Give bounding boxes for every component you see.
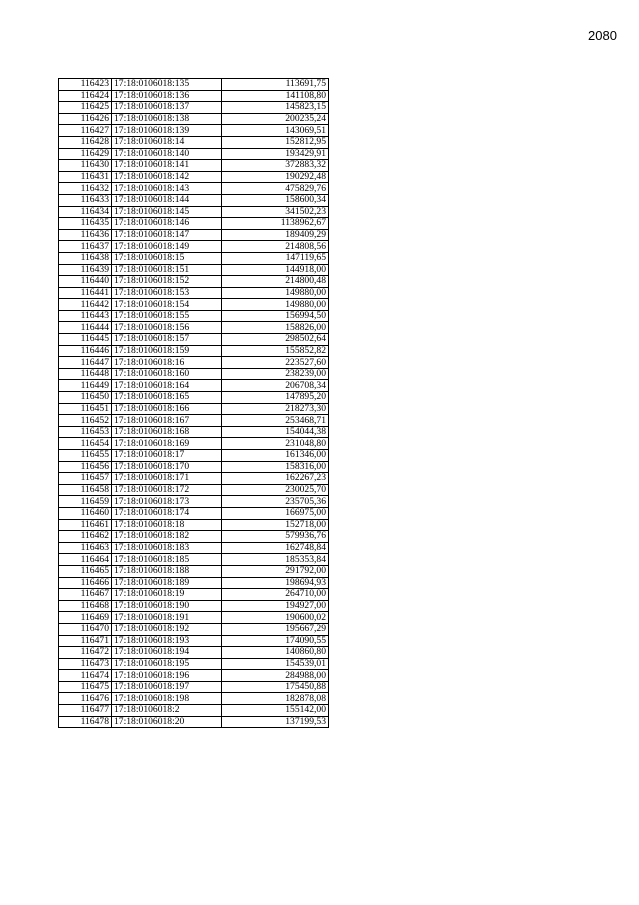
page-number: 2080: [588, 28, 617, 43]
row-number: 116427: [59, 125, 112, 137]
row-number: 116438: [59, 252, 112, 264]
table-row: [59, 670, 329, 682]
row-number: 116447: [59, 357, 112, 369]
cadastral-value: 214800,48: [222, 276, 329, 288]
table-row: [59, 693, 329, 705]
cadastral-number: 17:18:0106018:149: [112, 241, 222, 253]
cadastral-number: 17:18:0106018:145: [112, 206, 222, 218]
cadastral-number: 17:18:0106018:189: [112, 577, 222, 589]
cadastral-number: 17:18:0106018:14: [112, 136, 222, 148]
cadastral-number: 17:18:0106018:164: [112, 380, 222, 392]
row-number: 116435: [59, 218, 112, 230]
table-row: [59, 229, 329, 241]
row-number: 116453: [59, 426, 112, 438]
table-row: [59, 531, 329, 543]
row-number: 116464: [59, 554, 112, 566]
table-row: [59, 450, 329, 462]
row-number: 116434: [59, 206, 112, 218]
cadastral-number: 17:18:0106018:165: [112, 392, 222, 404]
cadastral-value: 158826,00: [222, 322, 329, 334]
row-number: 116471: [59, 635, 112, 647]
cadastral-number: 17:18:0106018:141: [112, 160, 222, 172]
cadastral-number: 17:18:0106018:137: [112, 102, 222, 114]
table-row: [59, 589, 329, 601]
cadastral-value: 175450,88: [222, 681, 329, 693]
cadastral-number: 17:18:0106018:167: [112, 415, 222, 427]
table-row: [59, 507, 329, 519]
cadastral-number: 17:18:0106018:168: [112, 426, 222, 438]
row-number: 116455: [59, 450, 112, 462]
table-row: [59, 125, 329, 137]
cadastral-value: 214808,56: [222, 241, 329, 253]
cadastral-value: 162748,84: [222, 542, 329, 554]
cadastral-value: 154044,38: [222, 426, 329, 438]
table-row: [59, 612, 329, 624]
cadastral-value: 155142,00: [222, 705, 329, 717]
cadastral-value: 143069,51: [222, 125, 329, 137]
cadastral-value: 149880,00: [222, 299, 329, 311]
row-number: 116440: [59, 276, 112, 288]
cadastral-number: 17:18:0106018:198: [112, 693, 222, 705]
table-row: [59, 357, 329, 369]
cadastral-number: 17:18:0106018:171: [112, 473, 222, 485]
row-number: 116474: [59, 670, 112, 682]
row-number: 116423: [59, 79, 112, 91]
cadastral-number: 17:18:0106018:147: [112, 229, 222, 241]
table-row: [59, 264, 329, 276]
cadastral-number: 17:18:0106018:17: [112, 450, 222, 462]
row-number: 116459: [59, 496, 112, 508]
cadastral-value: 166975,00: [222, 507, 329, 519]
table-row: [59, 171, 329, 183]
cadastral-value: 113691,75: [222, 79, 329, 91]
table-row: [59, 415, 329, 427]
row-number: 116473: [59, 658, 112, 670]
table-row: [59, 600, 329, 612]
cadastral-value: 185353,84: [222, 554, 329, 566]
cadastral-value: 174090,55: [222, 635, 329, 647]
cadastral-value: 144918,00: [222, 264, 329, 276]
cadastral-number: 17:18:0106018:182: [112, 531, 222, 543]
table-row: [59, 79, 329, 91]
table-row: [59, 681, 329, 693]
cadastral-number: 17:18:0106018:173: [112, 496, 222, 508]
table-row: [59, 310, 329, 322]
cadastral-number: 17:18:0106018:19: [112, 589, 222, 601]
cadastral-number: 17:18:0106018:142: [112, 171, 222, 183]
row-number: 116463: [59, 542, 112, 554]
table-row: [59, 519, 329, 531]
cadastral-number: 17:18:0106018:151: [112, 264, 222, 276]
row-number: 116475: [59, 681, 112, 693]
cadastral-number: 17:18:0106018:192: [112, 623, 222, 635]
row-number: 116441: [59, 287, 112, 299]
row-number: 116456: [59, 461, 112, 473]
cadastral-number: 17:18:0106018:20: [112, 716, 222, 728]
table-row: [59, 473, 329, 485]
cadastral-value: 162267,23: [222, 473, 329, 485]
cadastral-value: 206708,34: [222, 380, 329, 392]
table-row: [59, 647, 329, 659]
cadastral-number: 17:18:0106018:166: [112, 403, 222, 415]
cadastral-value: 147895,20: [222, 392, 329, 404]
row-number: 116476: [59, 693, 112, 705]
cadastral-number: 17:18:0106018:18: [112, 519, 222, 531]
table-row: [59, 252, 329, 264]
table-row: [59, 345, 329, 357]
cadastral-value: 230025,70: [222, 484, 329, 496]
cadastral-number: 17:18:0106018:152: [112, 276, 222, 288]
cadastral-number: 17:18:0106018:155: [112, 310, 222, 322]
cadastral-value: 194927,00: [222, 600, 329, 612]
row-number: 116428: [59, 136, 112, 148]
row-number: 116437: [59, 241, 112, 253]
table-row: [59, 183, 329, 195]
row-number: 116439: [59, 264, 112, 276]
table-row: [59, 160, 329, 172]
cadastral-value: 198694,93: [222, 577, 329, 589]
cadastral-number: 17:18:0106018:135: [112, 79, 222, 91]
cadastral-value: 195667,29: [222, 623, 329, 635]
row-number: 116445: [59, 334, 112, 346]
cadastral-number: 17:18:0106018:160: [112, 368, 222, 380]
cadastral-value: 137199,53: [222, 716, 329, 728]
row-number: 116448: [59, 368, 112, 380]
cadastral-number: 17:18:0106018:197: [112, 681, 222, 693]
cadastral-number: 17:18:0106018:2: [112, 705, 222, 717]
cadastral-value: 264710,00: [222, 589, 329, 601]
cadastral-number: 17:18:0106018:196: [112, 670, 222, 682]
table-row: [59, 484, 329, 496]
cadastral-value: 158316,00: [222, 461, 329, 473]
cadastral-number: 17:18:0106018:183: [112, 542, 222, 554]
row-number: 116452: [59, 415, 112, 427]
table-row: [59, 276, 329, 288]
cadastral-number: 17:18:0106018:136: [112, 90, 222, 102]
cadastral-value: 291792,00: [222, 565, 329, 577]
row-number: 116466: [59, 577, 112, 589]
table-row: [59, 542, 329, 554]
cadastral-value: 141108,80: [222, 90, 329, 102]
row-number: 116477: [59, 705, 112, 717]
cadastral-value: 579936,76: [222, 531, 329, 543]
cadastral-value: 284988,00: [222, 670, 329, 682]
cadastral-number: 17:18:0106018:193: [112, 635, 222, 647]
cadastral-number: 17:18:0106018:172: [112, 484, 222, 496]
row-number: 116446: [59, 345, 112, 357]
table-row: [59, 90, 329, 102]
table-row: [59, 461, 329, 473]
cadastral-number: 17:18:0106018:140: [112, 148, 222, 160]
row-number: 116462: [59, 531, 112, 543]
cadastral-value: 253468,71: [222, 415, 329, 427]
cadastral-value: 155852,82: [222, 345, 329, 357]
cadastral-number: 17:18:0106018:185: [112, 554, 222, 566]
table-row: [59, 392, 329, 404]
cadastral-number: 17:18:0106018:138: [112, 113, 222, 125]
row-number: 116467: [59, 589, 112, 601]
cadastral-value: 149880,00: [222, 287, 329, 299]
cadastral-value: 200235,24: [222, 113, 329, 125]
cadastral-value: 1138962,67: [222, 218, 329, 230]
cadastral-table: [58, 78, 329, 728]
cadastral-value: 372883,32: [222, 160, 329, 172]
table-row: [59, 287, 329, 299]
row-number: 116450: [59, 392, 112, 404]
table-row: [59, 218, 329, 230]
cadastral-number: 17:18:0106018:195: [112, 658, 222, 670]
cadastral-value: 147119,65: [222, 252, 329, 264]
row-number: 116469: [59, 612, 112, 624]
table-row: [59, 623, 329, 635]
row-number: 116436: [59, 229, 112, 241]
cadastral-value: 152812,95: [222, 136, 329, 148]
table-row: [59, 705, 329, 717]
table-row: [59, 241, 329, 253]
cadastral-number: 17:18:0106018:16: [112, 357, 222, 369]
cadastral-value: 190292,48: [222, 171, 329, 183]
cadastral-number: 17:18:0106018:154: [112, 299, 222, 311]
cadastral-value: 223527,60: [222, 357, 329, 369]
table-row: [59, 565, 329, 577]
table-row: [59, 148, 329, 160]
cadastral-number: 17:18:0106018:153: [112, 287, 222, 299]
cadastral-value: 298502,64: [222, 334, 329, 346]
table-row: [59, 635, 329, 647]
row-number: 116465: [59, 565, 112, 577]
cadastral-number: 17:18:0106018:139: [112, 125, 222, 137]
cadastral-value: 218273,30: [222, 403, 329, 415]
cadastral-value: 145823,15: [222, 102, 329, 114]
table-row: [59, 403, 329, 415]
cadastral-number: 17:18:0106018:146: [112, 218, 222, 230]
table-row: [59, 334, 329, 346]
cadastral-number: 17:18:0106018:174: [112, 507, 222, 519]
cadastral-value: 190600,02: [222, 612, 329, 624]
cadastral-number: 17:18:0106018:15: [112, 252, 222, 264]
table-row: [59, 102, 329, 114]
table-row: [59, 194, 329, 206]
row-number: 116425: [59, 102, 112, 114]
table-row: [59, 554, 329, 566]
cadastral-value: 154539,01: [222, 658, 329, 670]
row-number: 116449: [59, 380, 112, 392]
row-number: 116472: [59, 647, 112, 659]
row-number: 116460: [59, 507, 112, 519]
row-number: 116451: [59, 403, 112, 415]
row-number: 116443: [59, 310, 112, 322]
table-row: [59, 426, 329, 438]
cadastral-number: 17:18:0106018:190: [112, 600, 222, 612]
cadastral-value: 189409,29: [222, 229, 329, 241]
row-number: 116433: [59, 194, 112, 206]
cadastral-value: 152718,00: [222, 519, 329, 531]
row-number: 116478: [59, 716, 112, 728]
cadastral-value: 235705,36: [222, 496, 329, 508]
cadastral-number: 17:18:0106018:159: [112, 345, 222, 357]
cadastral-number: 17:18:0106018:188: [112, 565, 222, 577]
table-row: [59, 299, 329, 311]
table-row: [59, 658, 329, 670]
table-row: [59, 113, 329, 125]
table-row: [59, 716, 329, 728]
cadastral-number: 17:18:0106018:156: [112, 322, 222, 334]
row-number: 116444: [59, 322, 112, 334]
cadastral-number: 17:18:0106018:143: [112, 183, 222, 195]
cadastral-number: 17:18:0106018:169: [112, 438, 222, 450]
cadastral-number: 17:18:0106018:194: [112, 647, 222, 659]
cadastral-value: 156994,50: [222, 310, 329, 322]
row-number: 116432: [59, 183, 112, 195]
row-number: 116458: [59, 484, 112, 496]
cadastral-number: 17:18:0106018:157: [112, 334, 222, 346]
cadastral-number: 17:18:0106018:144: [112, 194, 222, 206]
table-row: [59, 577, 329, 589]
cadastral-number: 17:18:0106018:191: [112, 612, 222, 624]
cadastral-value: 475829,76: [222, 183, 329, 195]
cadastral-value: 140860,80: [222, 647, 329, 659]
cadastral-value: 182878,08: [222, 693, 329, 705]
cadastral-value: 231048,80: [222, 438, 329, 450]
table-row: [59, 322, 329, 334]
row-number: 116461: [59, 519, 112, 531]
row-number: 116470: [59, 623, 112, 635]
cadastral-value: 238239,00: [222, 368, 329, 380]
row-number: 116429: [59, 148, 112, 160]
row-number: 116424: [59, 90, 112, 102]
table-row: [59, 136, 329, 148]
row-number: 116454: [59, 438, 112, 450]
table-row: [59, 206, 329, 218]
table-row: [59, 496, 329, 508]
cadastral-value: 341502,23: [222, 206, 329, 218]
row-number: 116426: [59, 113, 112, 125]
cadastral-value: 193429,91: [222, 148, 329, 160]
table-row: [59, 438, 329, 450]
row-number: 116430: [59, 160, 112, 172]
row-number: 116457: [59, 473, 112, 485]
table-row: [59, 368, 329, 380]
row-number: 116468: [59, 600, 112, 612]
table-row: [59, 380, 329, 392]
row-number: 116442: [59, 299, 112, 311]
row-number: 116431: [59, 171, 112, 183]
cadastral-value: 161346,00: [222, 450, 329, 462]
cadastral-number: 17:18:0106018:170: [112, 461, 222, 473]
table-body: [59, 79, 329, 728]
cadastral-value: 158600,34: [222, 194, 329, 206]
